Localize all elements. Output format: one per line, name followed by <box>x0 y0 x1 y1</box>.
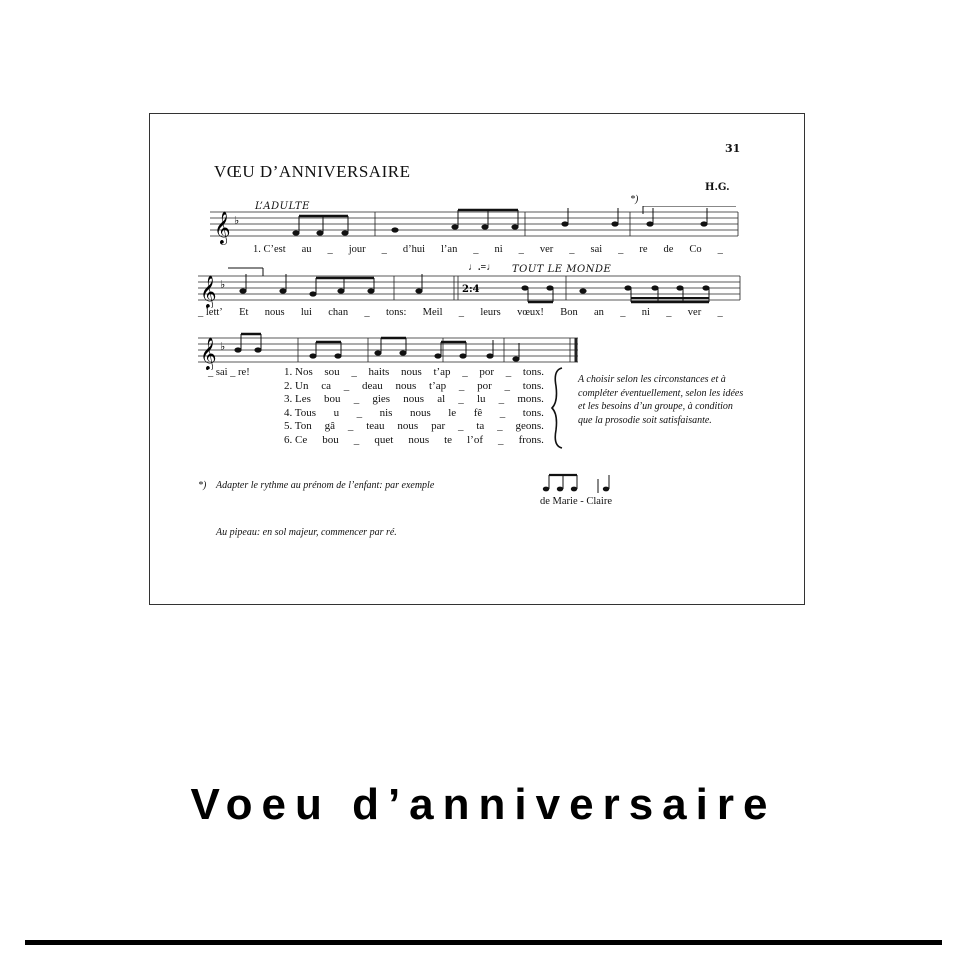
footnote-example: de Marie - Claire <box>540 496 613 507</box>
brace-icon <box>550 366 566 450</box>
verse-line: 5. Ton gâ _ teau nous par _ ta _ geons. <box>284 420 544 432</box>
verse-line: 3. Les bou _ gies nous al _ lu _ mons. <box>284 393 544 405</box>
pipeau-note: Au pipeau: en sol majeur, commencer par ré. <box>216 527 397 538</box>
time-signature-2: 2:4 <box>462 284 480 295</box>
caption: Voeu d’anniversaire <box>190 780 777 829</box>
svg-text:𝄞: 𝄞 <box>200 337 217 370</box>
footnote-marker-2: *) <box>198 480 207 491</box>
verse-line: 6. Ce bou _ quet nous te l’of _ frons. <box>284 433 544 446</box>
bottom-rule <box>25 940 942 945</box>
rhythm-example <box>540 469 650 495</box>
verse-line: 4. Tous u _ nis nous le fê _ tons. <box>284 406 544 419</box>
side-note: A choisir selon les circonstances et à compléter éventuellement, selon les idées et les besoins d’un groupe, à condition que la prosodie soit satisfaisante. <box>578 374 744 426</box>
verses-block <box>284 366 544 447</box>
lyrics-line-2: _ lett’ Et nous lui chan _ tons: Meil _ leurs vœux! Bon an _ ni _ ver _ <box>198 307 723 318</box>
music-sheet <box>149 113 805 605</box>
svg-text:♭: ♭ <box>220 340 226 353</box>
lyrics-line-1: 1. C’est au _ jour _ d’hui l’an _ ni _ ver _ sai _ re de Co _ <box>253 244 723 255</box>
svg-text:♭: ♭ <box>220 278 226 291</box>
footnote-marker: *) <box>630 194 639 205</box>
treble-clef-icon: 𝄞 <box>214 211 231 244</box>
verse-line: 2. Un ca _ deau nous t’ap _ por _ tons. <box>284 379 544 392</box>
footnote-text: Adapter le rythme au prénom de l’enfant: par exemple <box>216 480 435 491</box>
part-label-adult: L’ADULTE <box>255 201 310 212</box>
song-title: VŒU D’ANNIVERSAIRE <box>214 162 411 181</box>
svg-text:♭: ♭ <box>234 214 240 227</box>
lyrics-line-3-start: _ sai _ re! <box>208 367 250 378</box>
tempo-mark: ♩.=♩ <box>468 262 497 273</box>
part-label-all: TOUT LE MONDE <box>512 264 612 275</box>
staff-3 <box>198 326 588 370</box>
author: H.G. <box>705 182 730 193</box>
svg-text:𝄞: 𝄞 <box>200 275 217 308</box>
page-number: 31 <box>725 142 741 155</box>
verse-line: 1. Nos sou _ haits nous t’ap _ por _ tons. <box>284 366 544 378</box>
